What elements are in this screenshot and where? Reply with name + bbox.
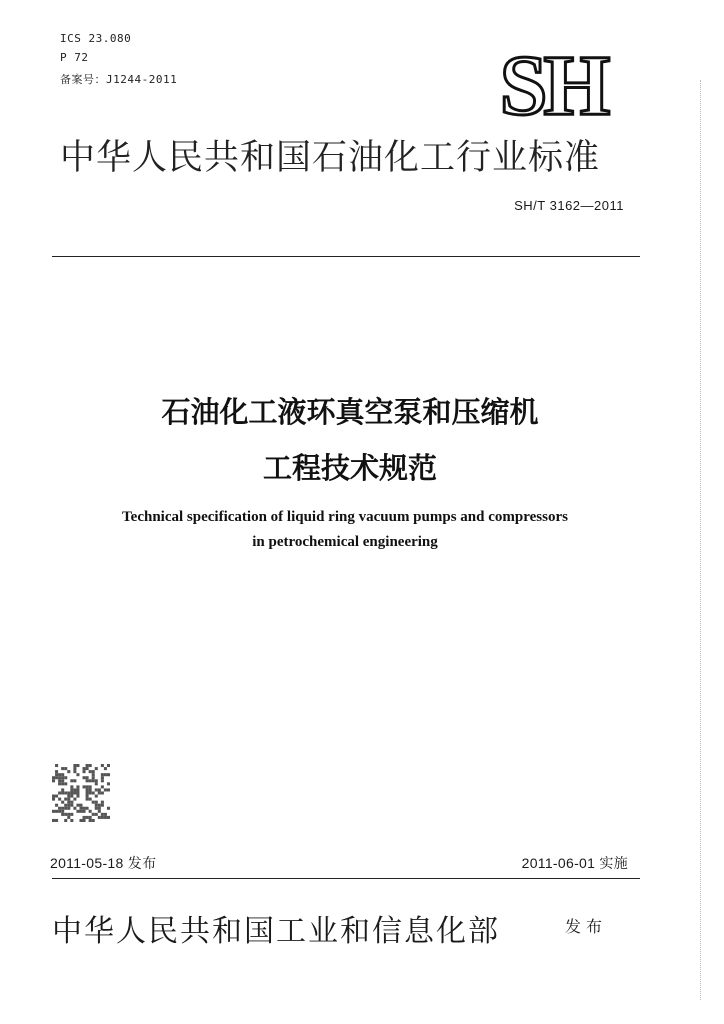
top-divider: [52, 256, 640, 257]
title-zh-line1: 石油化工液环真空泵和压缩机: [161, 395, 539, 429]
sh-logo-text: SH: [499, 37, 607, 133]
p-code: P 72: [60, 51, 89, 64]
qr-code-icon: [52, 764, 110, 822]
sh-logo-graphic: [478, 37, 628, 133]
standard-code: SH/T 3162—2011: [514, 198, 624, 213]
issue-date: 2011-05-18 发布: [50, 855, 157, 871]
scan-edge-marks: [700, 80, 705, 1000]
title-en-line1: Technical specification of liquid ring vacuum pumps and compressors: [122, 509, 568, 525]
title-zh-line2: 工程技术规范: [262, 451, 437, 485]
title-en-line2: in petrochemical engineering: [252, 534, 438, 550]
sh-logo: [478, 37, 628, 133]
issuing-action: 发布: [565, 917, 608, 936]
ics-code: ICS 23.080: [60, 32, 132, 45]
filing-number: 备案号：J1244-2011: [60, 73, 178, 86]
bottom-divider: [52, 878, 640, 879]
issuing-authority: 中华人民共和国工业和信息化部: [52, 914, 500, 949]
effective-date: 2011-06-01 实施: [521, 855, 628, 871]
standard-category: 中华人民共和国石油化工行业标准: [60, 138, 601, 178]
